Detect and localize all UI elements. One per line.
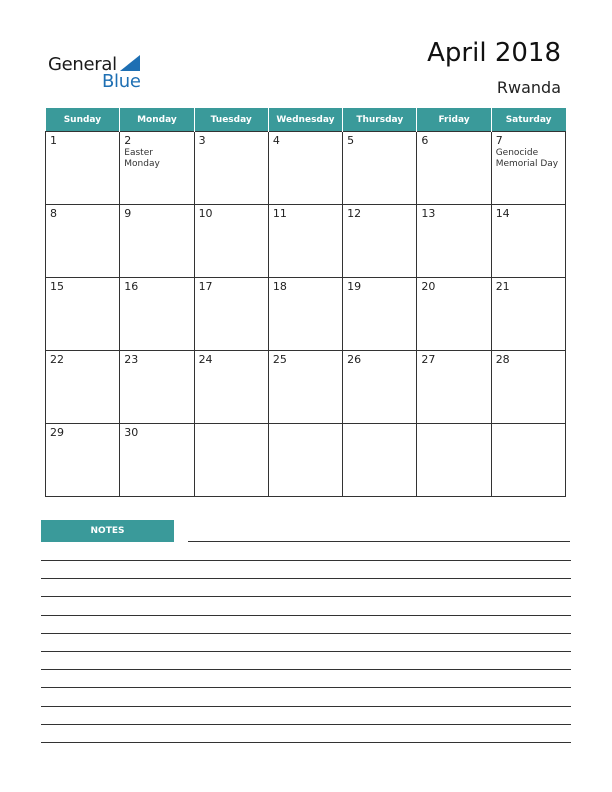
- day-number: 8: [50, 207, 57, 220]
- day-number: 21: [495, 280, 510, 293]
- day-number: 19: [347, 280, 362, 293]
- notes-line: [41, 651, 571, 652]
- day-number: 30: [124, 426, 139, 439]
- day-cell: [343, 351, 417, 424]
- day-number: 18: [272, 280, 287, 293]
- week-row: [46, 278, 566, 351]
- notes-line: [41, 706, 571, 707]
- day-cell: [120, 424, 194, 497]
- day-cell: [268, 278, 342, 351]
- weekday-sunday: Sunday: [46, 108, 120, 132]
- week-row: [46, 351, 566, 424]
- day-cell: [268, 132, 342, 205]
- day-number: 16: [124, 280, 139, 293]
- day-number: 27: [421, 353, 436, 366]
- weekday-saturday: Saturday: [491, 108, 565, 132]
- day-cell: [268, 205, 342, 278]
- day-number: 28: [495, 353, 510, 366]
- day-cell: [491, 205, 565, 278]
- day-number: 1: [50, 134, 57, 147]
- notes-line: [41, 615, 571, 616]
- day-number: 17: [198, 280, 213, 293]
- weekday-monday: Monday: [120, 108, 194, 132]
- day-number: 13: [421, 207, 436, 220]
- day-number: 12: [347, 207, 362, 220]
- logo-text-blue: Blue: [102, 71, 141, 92]
- day-number: 15: [50, 280, 64, 293]
- day-cell: [120, 351, 194, 424]
- day-number: 22: [50, 353, 64, 366]
- notes-line: [41, 578, 571, 579]
- weekday-header-row: [46, 108, 566, 132]
- day-cell: [194, 424, 268, 497]
- day-number: 7: [495, 134, 503, 147]
- day-number: 2: [124, 134, 132, 147]
- day-cell: [268, 424, 342, 497]
- day-cell: [417, 132, 491, 205]
- country-name: Rwanda: [496, 78, 561, 97]
- day-cell: [417, 278, 491, 351]
- day-cell: [120, 132, 194, 205]
- notes-line: [41, 742, 571, 743]
- day-cell: [194, 205, 268, 278]
- day-number: 29: [50, 426, 64, 439]
- day-number: 20: [421, 280, 436, 293]
- logo-text-general: General: [48, 54, 117, 75]
- day-cell: [46, 424, 120, 497]
- notes-line: [41, 596, 571, 597]
- weekday-friday: Friday: [417, 108, 491, 132]
- day-cell: [46, 205, 120, 278]
- day-number: 6: [421, 134, 429, 147]
- generalblue-logo: [48, 52, 148, 92]
- day-number: 4: [272, 134, 280, 147]
- day-number: 26: [347, 353, 362, 366]
- day-cell: [194, 132, 268, 205]
- weekday-tuesday: Tuesday: [194, 108, 268, 132]
- calendar-grid: [45, 108, 566, 497]
- logo-triangle-icon: [120, 55, 140, 71]
- week-row: [46, 424, 566, 497]
- day-number: 9: [124, 207, 132, 220]
- notes-line: [41, 724, 571, 725]
- day-cell: [491, 351, 565, 424]
- day-cell: [417, 424, 491, 497]
- week-row: [46, 132, 566, 205]
- day-number: 25: [272, 353, 287, 366]
- day-cell: [491, 132, 565, 205]
- day-number: 10: [198, 207, 213, 220]
- day-number: 5: [347, 134, 355, 147]
- notes-line: [41, 560, 571, 561]
- day-cell: [491, 278, 565, 351]
- day-number: 23: [124, 353, 139, 366]
- holiday-label: Genocide Memorial Day: [495, 148, 559, 169]
- day-cell: [46, 351, 120, 424]
- day-number: 24: [198, 353, 213, 366]
- day-cell: [343, 132, 417, 205]
- day-cell: [343, 278, 417, 351]
- day-cell: [417, 205, 491, 278]
- weekday-wednesday: Wednesday: [268, 108, 342, 132]
- notes-line: [41, 633, 571, 634]
- day-cell: [120, 205, 194, 278]
- notes-header: NOTES: [41, 520, 174, 542]
- week-row: [46, 205, 566, 278]
- day-number: 14: [495, 207, 510, 220]
- day-cell: [343, 205, 417, 278]
- calendar-title: April 2018: [427, 38, 561, 68]
- day-cell: [120, 278, 194, 351]
- day-cell: [268, 351, 342, 424]
- day-cell: [194, 278, 268, 351]
- notes-line: [188, 541, 570, 542]
- day-number: 11: [272, 207, 287, 220]
- day-cell: [46, 132, 120, 205]
- day-cell: [417, 351, 491, 424]
- day-number: 3: [198, 134, 206, 147]
- day-cell: [46, 278, 120, 351]
- holiday-label: Easter Monday: [124, 148, 160, 169]
- notes-line: [41, 669, 571, 670]
- weekday-thursday: Thursday: [343, 108, 417, 132]
- day-cell: [491, 424, 565, 497]
- day-cell: [194, 351, 268, 424]
- day-cell: [343, 424, 417, 497]
- notes-line: [41, 687, 571, 688]
